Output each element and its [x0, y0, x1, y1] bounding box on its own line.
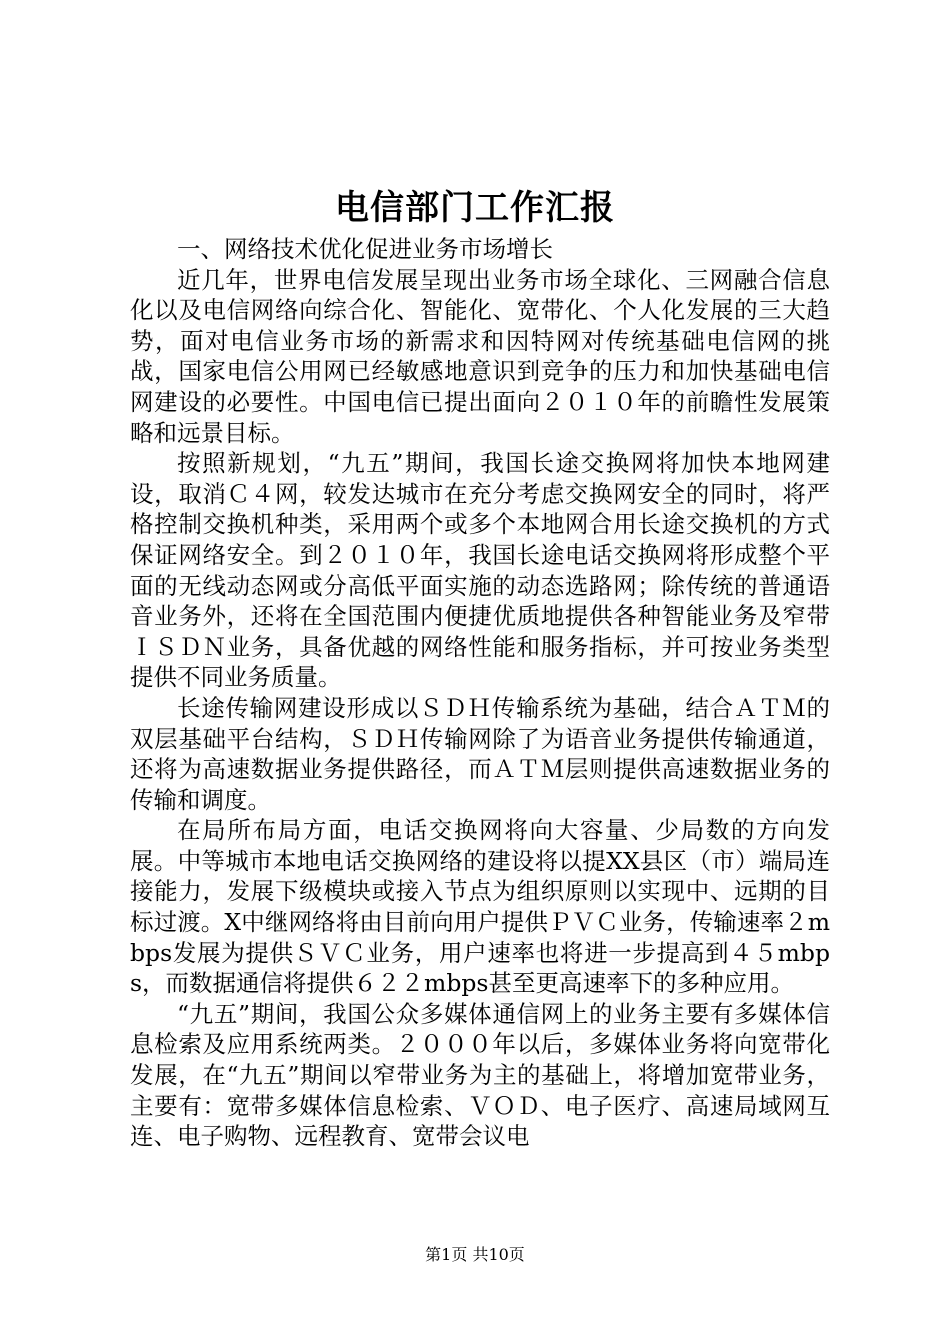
page-title: 电信部门工作汇报	[335, 188, 615, 228]
paragraph: 按照新规划，“九五”期间，我国长途交换网将加快本地网建设，取消Ｃ４网，较发达城市在充分考虑交换网安全的同时，将严格控制交换机种类，采用两个或多个本地网合用长途交换机的方式保证网络安全。到２０１０年，我国长途电话交换网将形成整个平面的无线动态网或分高低平面实施的动态选路网；除传统的普通语音业务外，还将在全国范围内便捷优质地提供各种智能业务及窄带ＩＳＤＮ业务，具备优越的网络性能和服务指标，并可按业务类型提供不同业务质量。	[130, 449, 830, 692]
document-body	[130, 234, 830, 1152]
paragraph: 在局所布局方面，电话交换网将向大容量、少局数的方向发展。中等城市本地电话交换网络的建设将以提XX县区（市）端局连接能力，发展下级模块或接入节点为组织原则以实现中、远期的目标过渡。X中继网络将由目前向用户提供ＰＶＣ业务，传输速率２mbps发展为提供ＳＶＣ业务，用户速率也将进一步提高到４５mbps，而数据通信将提供６２２mbps甚至更高速率下的多种应用。	[130, 816, 830, 998]
paragraph: 长途传输网建设形成以ＳＤＨ传输系统为基础，结合ＡＴＭ的双层基础平台结构，ＳＤＨ传输网除了为语音业务提供传输通道，还将为高速数据业务提供路径，而ＡＴＭ层则提供高速数据业务的传输和调度。	[130, 693, 830, 814]
paragraph: 近几年，世界电信发展呈现出业务市场全球化、三网融合信息化以及电信网络向综合化、智能化、宽带化、个人化发展的三大趋势，面对电信业务市场的新需求和因特网对传统基础电信网的挑战，国家电信公用网已经敏感地意识到竞争的压力和加快基础电信网建设的必要性。中国电信已提出面向２０１０年的前瞻性发展策略和远景目标。	[130, 265, 830, 447]
paragraph: “九五”期间，我国公众多媒体通信网上的业务主要有多媒体信息检索及应用系统两类。２０００年以后，多媒体业务将向宽带化发展，在“九五”期间以窄带业务为主的基础上，将增加宽带业务，主要有：宽带多媒体信息检索、ＶＯＤ、电子医疗、高速局域网互连、电子购物、远程教育、宽带会议电	[130, 999, 830, 1151]
page-number: 第1页 共10页	[425, 1245, 525, 1264]
section-heading: 一、网络技术优化促进业务市场增长	[177, 235, 553, 263]
